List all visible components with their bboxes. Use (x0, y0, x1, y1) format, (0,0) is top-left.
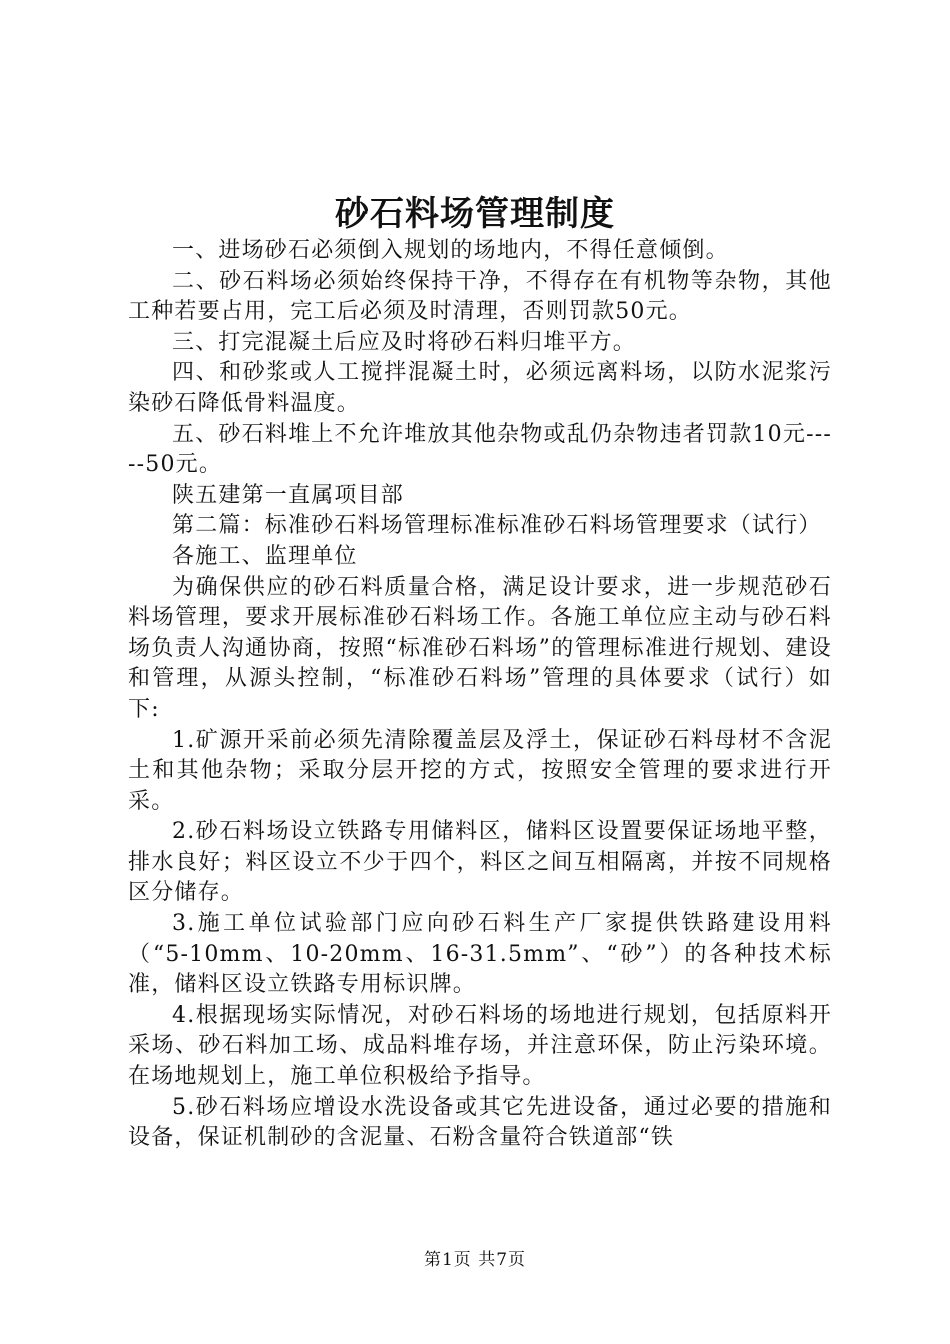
paragraph-rule-2: 二、砂石料场必须始终保持干净，不得存在有机物等杂物，其他工种若要占用，完工后必须及时清理，否则罚款50元。 (128, 268, 832, 325)
paragraph-intro: 为确保供应的砂石料质量合格，满足设计要求，进一步规范砂石料场管理，要求开展标准砂石料场工作。各施工单位应主动与砂石料场负责人沟通协商，按照“标准砂石料场”的管理标准进行规划、建设和管理，从源头控制，“标准砂石料场”管理的具体要求（试行）如下: (128, 574, 832, 722)
paragraph-addressee: 各施工、监理单位 (172, 543, 358, 569)
page-number-footer: 第1页 共7页 (423, 1250, 527, 1270)
paragraph-rule-5: 五、砂石料堆上不允许堆放其他杂物或乱仍杂物违者罚款10元-----50元。 (128, 421, 832, 478)
document-body (128, 236, 832, 1154)
paragraph-item-2: 2.砂石料场设立铁路专用储料区，储料区设置要保证场地平整，排水良好；料区设立不少于四个，料区之间互相隔离，并按不同规格区分储存。 (128, 819, 832, 906)
paragraph-item-5: 5.砂石料场应增设水洗设备或其它先进设备，通过必要的措施和设备，保证机制砂的含泥量、石粉含量符合铁道部“铁 (128, 1094, 832, 1151)
paragraph-item-3: 3.施工单位试验部门应向砂石料生产厂家提供铁路建设用料（“5-10mm、10-20mm、16-31.5mm”、“砂”）的各种技术标准，储料区设立铁路专用标识牌。 (128, 911, 832, 998)
section-heading-part-two: 第二篇：标准砂石料场管理标准标准砂石料场管理要求（试行） (172, 513, 822, 539)
paragraph-signature: 陕五建第一直属项目部 (172, 482, 405, 508)
paragraph-item-4: 4.根据现场实际情况，对砂石料场的场地进行规划，包括原料开采场、砂石料加工场、成品料堆存场，并注意环保，防止污染环境。在场地规划上，施工单位积极给予指导。 (128, 1002, 832, 1090)
paragraph-rule-1: 一、进场砂石必须倒入规划的场地内，不得任意倾倒。 (172, 238, 729, 263)
paragraph-item-1: 1.矿源开采前必须先清除覆盖层及浮土，保证砂石料母材不含泥土和其他杂物；采取分层开挖的方式，按照安全管理的要求进行开采。 (128, 727, 832, 814)
paragraph-rule-4: 四、和砂浆或人工搅拌混凝土时，必须远离料场，以防水泥浆污染砂石降低骨料温度。 (128, 360, 832, 416)
paragraph-rule-3: 三、打完混凝土后应及时将砂石料归堆平方。 (172, 329, 637, 355)
document-title: 砂石料场管理制度 (335, 194, 615, 234)
